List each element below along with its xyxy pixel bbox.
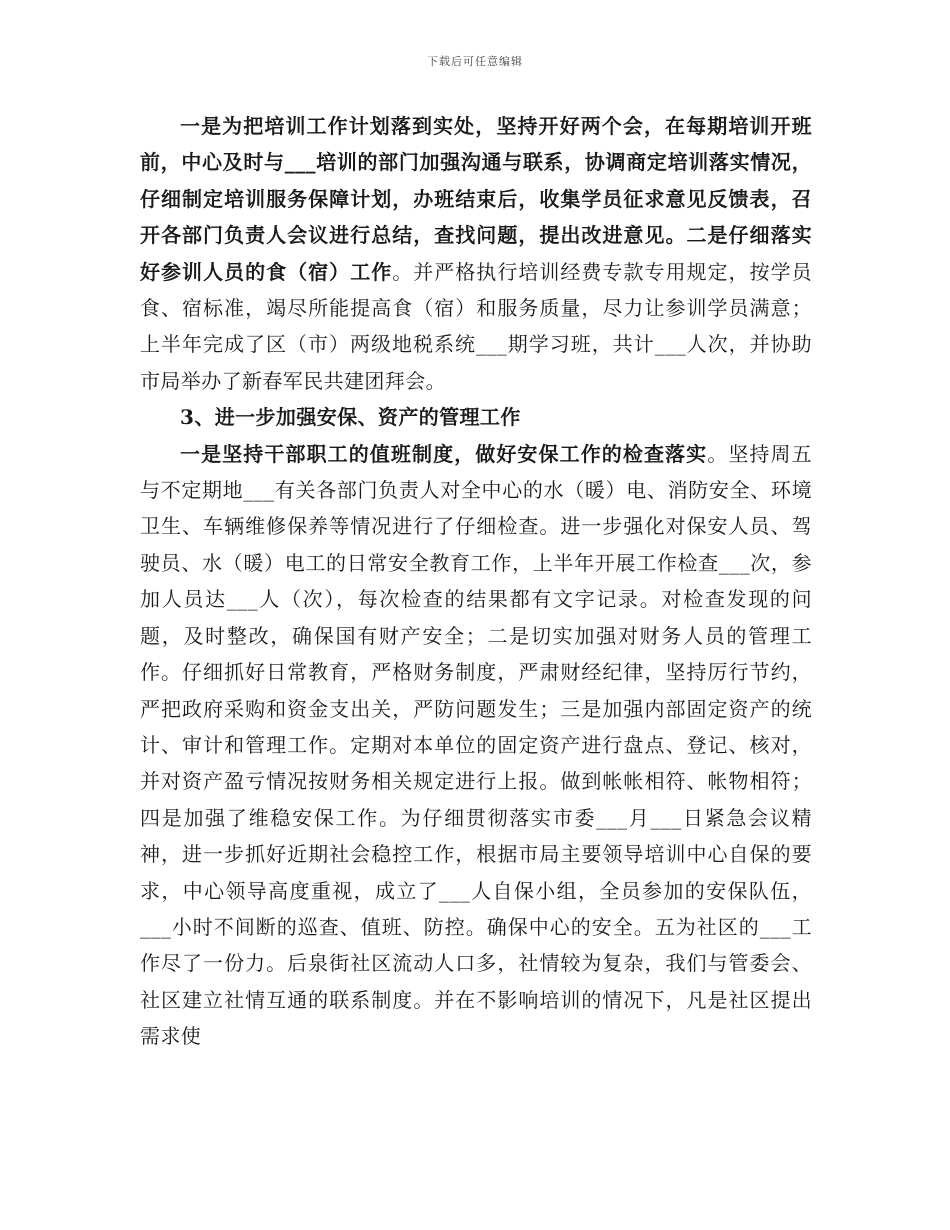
document-body — [140, 108, 812, 1055]
paragraph-text: 。坚持周五与不定期地___有关各部门负责人对全中心的水（暖）电、消防安全、环境卫生、车辆维修保养等情况进行了仔细检查。进一步强化对保安人员、驾驶员、水（暖）电工的日常安全教育工作，上半年开展工作检查___次，参加人员达___人（次），每次检查的结果都有文字记录。对检查发现的问题，及时整改，确保国有财产安全；二是切实加强对财务人员的管理工作。仔细抓好日常教育，严格财务制度，严肃财经纪律，坚持厉行节约，严把政府采购和资金支出关，严防问题发生；三是加强内部固定资产的统计、审计和管理工作。定期对本单位的固定资产进行盘点、登记、核对，并对资产盈亏情况按财务相关规定进行上报。做到帐帐相符、帐物相符；四是加强了维稳安保工作。为仔细贯彻落实市委___月___日紧急会议精神，进一步抓好近期社会稳控工作，根据市局主要领导培训中心自保的要求，中心领导高度重视，成立了___人自保小组，全员参加的安保队伍，___小时不间断的巡查、值班、防控。确保中心的安全。五为社区的___工作尽了一份力。后泉街社区流动人口多，社情较为复杂，我们与管委会、社区建立社情互通的联系制度。并在不影响培训的情况下，凡是社区提出需求使 — [140, 441, 813, 1049]
page-header: 下载后可任意编辑 — [427, 55, 523, 68]
paragraph-bold-lead: 一是为把培训工作计划落到实处，坚持开好两个会，在每期培训开班前，中心及时与___培训的部门加强沟通与联系，协调商定培训落实情况，仔细制定培训服务保障计划，办班结束后，收集学员征求意见反馈表，召开各部门负责人会议进行总结，查找问题，提出改进意见。二是仔细落实好参训人员的食（宿）工作 — [140, 114, 812, 284]
paragraph-security — [140, 436, 812, 1055]
paragraph-text: 。并严格执行培训经费专款专用规定，按学员食、宿标准，竭尽所能提高食（宿）和服务质量，尽力让参训学员满意；上半年完成了区（市）两级地税系统___期学习班，共计___人次，并协助市局举办了新春军民共建团拜会。 — [140, 259, 812, 393]
paragraph-bold-lead: 一是坚持干部职工的值班制度，做好安保工作的检查落实 — [180, 441, 708, 466]
section-heading: 3、进一步加强安保、资产的管理工作 — [180, 405, 521, 430]
paragraph-training — [140, 108, 812, 399]
